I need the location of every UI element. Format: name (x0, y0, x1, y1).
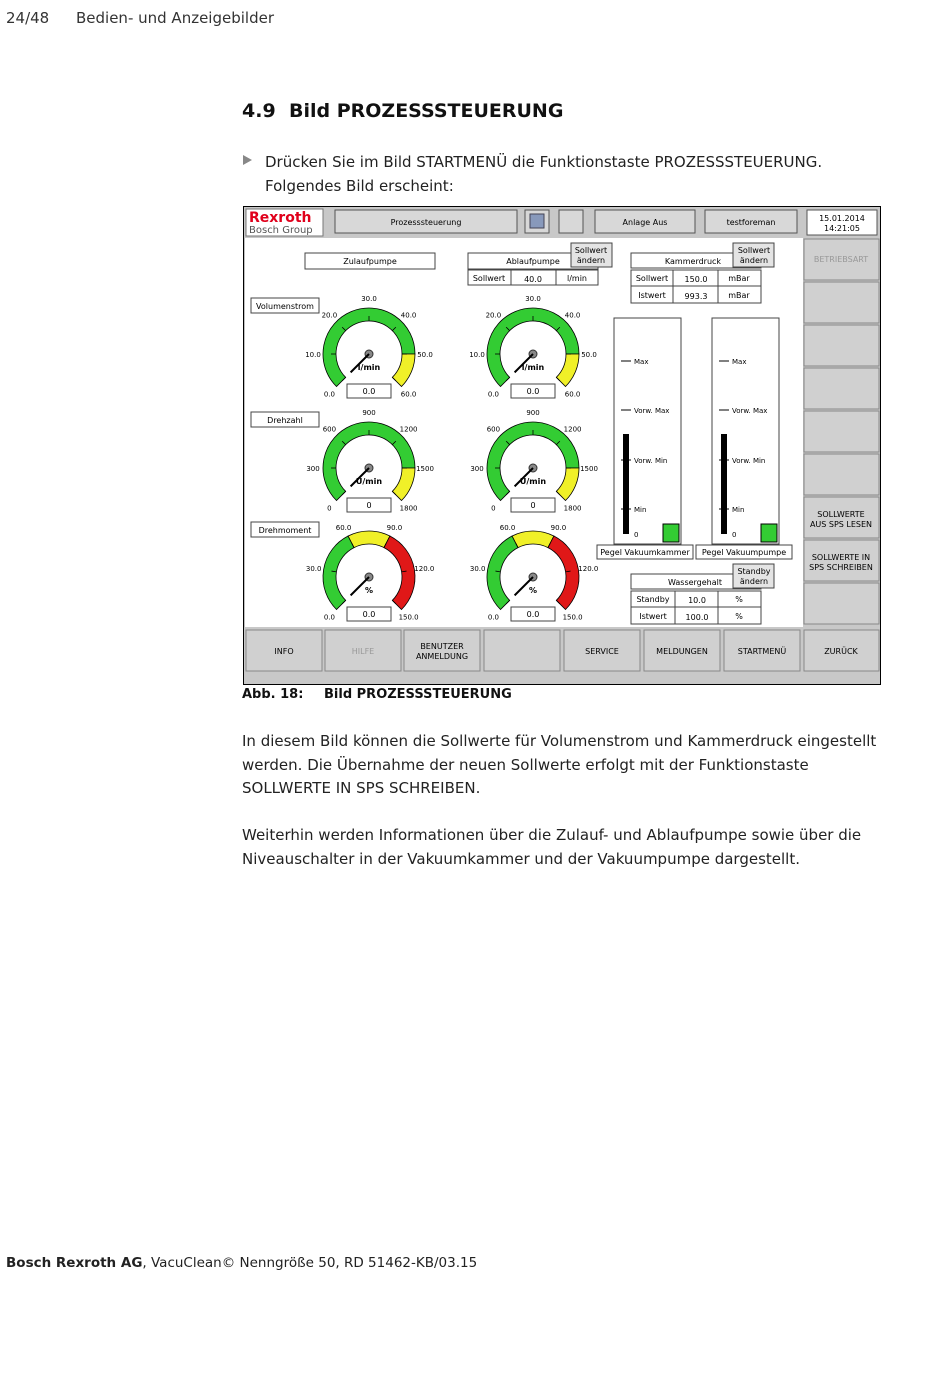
sollwerte-lesen-label-1: SOLLWERTE (817, 510, 865, 519)
ablauf-torque-tick-label-2: 60.0 (499, 524, 516, 533)
ablauf-torque-tick-label-1: 30.0 (469, 565, 486, 574)
ablauf-rpm-tick-label-3: 900 (526, 409, 540, 417)
ablauf-rpm-tick-label-6: 1800 (563, 504, 582, 513)
section-title (242, 100, 563, 122)
sollwerte-schreiben-label-1: SOLLWERTE IN (811, 553, 871, 562)
pegel-vakuumkammer-label: Pegel Vakuumkammer (600, 548, 690, 557)
ablauf-torque-tick-label-4: 120.0 (578, 565, 599, 574)
vk-level-bar (623, 434, 629, 534)
empty-bottom-button[interactable] (484, 630, 560, 671)
ablaufpumpe-label: Ablaufpumpe (506, 257, 560, 266)
benutzer-label-1: BENUTZER (420, 642, 464, 651)
kammerdruck-sollwert-value[interactable]: 150.0 (684, 275, 708, 284)
vp-vorw-max: Vorw. Max (732, 407, 768, 415)
user-name: testforeman (726, 218, 776, 227)
sollwerte-lesen-label-2: AUS SPS LESEN (809, 520, 873, 529)
bullet-triangle-icon (243, 155, 252, 165)
zulauf-rpm-tick-label-1: 300 (306, 465, 320, 473)
kammerdruck-istwert-unit: mBar (728, 291, 750, 300)
zulauf-vol-tick-label-6: 60.0 (400, 390, 417, 399)
kammerdruck-istwert-value: 993.3 (684, 292, 708, 301)
ablauf-vol-tick-label-2: 20.0 (485, 311, 502, 320)
hilfe-label: HILFE (351, 647, 375, 656)
benutzer-label-2: ANMELDUNG (415, 652, 469, 661)
zulauf-rpm-tick-label-2: 600 (322, 425, 337, 434)
zulauf-torque-tick-label-5: 150.0 (398, 613, 419, 622)
wassergehalt-standby-label: Standby (636, 595, 670, 604)
section-number: 4.9 (242, 100, 276, 122)
zulauf-vol-unit: l/min (357, 363, 381, 372)
para1-line3: SOLLWERTE IN SPS SCHREIBEN. (242, 779, 481, 797)
kammerdruck-sollwert-unit: mBar (728, 274, 750, 283)
ablauf-vol-unit: l/min (521, 363, 545, 372)
side-button-4[interactable] (804, 368, 879, 409)
vk-vorw-min: Vorw. Min (634, 457, 668, 465)
ablauf-vol-tick-label-3: 30.0 (525, 295, 541, 303)
vk-switch-icon (663, 524, 679, 542)
kammerdruck-sollwert-label: Sollwert (635, 274, 669, 283)
side-button-2[interactable] (804, 282, 879, 323)
zurueck-label: ZURÜCK (824, 647, 858, 656)
ablauf-rpm-tick-label-0: 0 (491, 504, 496, 513)
ablauf-vol-tick-label-4: 40.0 (564, 311, 581, 320)
kammerdruck-istwert-label: Istwert (638, 291, 666, 300)
vk-zero: 0 (634, 531, 639, 539)
ablauf-torque-tick-label-0: 0.0 (487, 613, 499, 622)
vp-max: Max (732, 358, 747, 366)
zulauf-torque-tick-label-1: 30.0 (305, 565, 322, 574)
sollwerte-schreiben-label-2: SPS SCHREIBEN (809, 563, 873, 572)
page-header (6, 9, 274, 27)
vp-vorw-min: Vorw. Min (732, 457, 766, 465)
standby-btn-l1: Standby (737, 567, 771, 576)
ablauf-vol-value: 0.0 (526, 387, 540, 396)
kammer-sollwert-btn-l1: Sollwert (737, 246, 771, 255)
zulauf-vol-tick-label-2: 20.0 (321, 311, 338, 320)
zulauf-torque-tick-label-4: 120.0 (414, 565, 435, 574)
vk-max: Max (634, 358, 649, 366)
ablauf-rpm-tick-label-2: 600 (486, 425, 501, 434)
zulauf-rpm-tick-label-5: 1500 (416, 465, 434, 473)
ablauf-vol-tick-label-6: 60.0 (564, 390, 581, 399)
betriebsart-label: BETRIEBSART (813, 255, 869, 264)
kammerdruck-label: Kammerdruck (664, 257, 722, 266)
meldungen-label: MELDUNGEN (656, 647, 708, 656)
wassergehalt-istwert-unit: % (735, 612, 743, 621)
figure-caption (242, 687, 512, 702)
ablauf-sollwert-unit: l/min (566, 274, 588, 283)
caption-text: Bild PROZESSSTEUERUNG (324, 687, 512, 702)
ablauf-vol-tick-label-5: 50.0 (581, 351, 597, 359)
side-button-9[interactable] (804, 583, 879, 624)
zulauf-rpm-tick-label-3: 900 (362, 409, 376, 417)
wassergehalt-istwert-value: 100.0 (685, 613, 709, 622)
instruction-line-1: Drücken Sie im Bild STARTMENÜ die Funktionstaste PROZESSSTEUERUNG. (265, 153, 823, 171)
page-footer (6, 1255, 477, 1271)
zulauf-vol-tick-label-5: 50.0 (417, 351, 433, 359)
wassergehalt-istwert-label: Istwert (639, 612, 667, 621)
ablauf-rpm-unit: U/min (519, 477, 547, 486)
standby-btn-l2: ändern (739, 577, 769, 586)
volumenstrom-label: Volumenstrom (256, 302, 314, 311)
vp-level-bar (721, 434, 727, 534)
caption-label: Abb. 18: (242, 687, 304, 702)
zulauf-rpm-tick-label-4: 1200 (399, 425, 418, 434)
wassergehalt-label: Wassergehalt (667, 578, 723, 587)
logo-brand: Rexroth (249, 210, 312, 226)
zulauf-rpm-value: 0 (366, 501, 372, 510)
time-readout: 14:21:05 (824, 224, 860, 233)
kammer-sollwert-btn-l2: ändern (739, 256, 769, 265)
vp-zero: 0 (732, 531, 737, 539)
vk-vorw-max: Vorw. Max (634, 407, 670, 415)
para1-line2: werden. Die Übernahme der neuen Sollwerte erfolgt mit der Funktionstaste (242, 755, 809, 774)
ablauf-torque-unit: % (528, 586, 538, 595)
ablauf-torque-tick-label-5: 150.0 (562, 613, 583, 622)
ablauf-torque-value: 0.0 (526, 610, 540, 619)
paragraph-2 (242, 824, 892, 871)
cube-icon (530, 214, 544, 228)
drehmoment-label: Drehmoment (258, 526, 312, 535)
para2-line2: Niveauschalter in der Vakuumkammer und der Vakuumpumpe dargestellt. (242, 849, 800, 868)
info-label: INFO (274, 647, 294, 656)
plant-status: Anlage Aus (622, 218, 668, 227)
zulauf-vol-tick-label-1: 10.0 (305, 351, 321, 359)
vk-min: Min (634, 506, 647, 514)
hmi-screenshot (243, 206, 881, 685)
zulauf-torque-tick-label-2: 60.0 (335, 524, 352, 533)
screen-title: Prozesssteuerung (390, 218, 462, 227)
drehzahl-label: Drehzahl (267, 416, 303, 425)
ablauf-sollwert-btn-l2: ändern (576, 256, 606, 265)
wassergehalt-standby-value[interactable]: 10.0 (688, 596, 706, 605)
zulaufpumpe-label: Zulaufpumpe (343, 257, 397, 266)
footer-company: Bosch Rexroth AG (6, 1255, 143, 1271)
instruction-line-2: Folgendes Bild erscheint: (265, 177, 454, 195)
vp-switch-icon (761, 524, 777, 542)
pegel-vakuumpumpe-label: Pegel Vakuumpumpe (701, 548, 787, 557)
zulauf-vol-tick-label-0: 0.0 (323, 390, 335, 399)
side-button-6[interactable] (804, 454, 879, 495)
zulauf-vol-tick-label-3: 30.0 (361, 295, 377, 303)
page-number: 24/48 (6, 9, 50, 27)
wassergehalt-standby-unit: % (735, 595, 743, 604)
footer-rest: , VacuClean© Nenngröße 50, RD 51462-KB/03.15 (142, 1255, 478, 1271)
vp-min: Min (732, 506, 745, 514)
paragraph-1 (242, 730, 892, 801)
ablauf-vol-tick-label-1: 10.0 (469, 351, 485, 359)
zulauf-torque-value: 0.0 (362, 610, 376, 619)
para1-line1: In diesem Bild können die Sollwerte für Volumenstrom und Kammerdruck eingestellt (242, 732, 877, 750)
ablauf-rpm-tick-label-5: 1500 (580, 465, 598, 473)
date-readout: 15.01.2014 (819, 214, 865, 223)
ablauf-rpm-tick-label-4: 1200 (563, 425, 582, 434)
ablauf-rpm-value: 0 (530, 501, 536, 510)
bottom-button-row (244, 627, 880, 684)
ablauf-torque-tick-label-3: 90.0 (550, 524, 567, 533)
side-button-column (803, 238, 880, 627)
zulauf-torque-unit: % (364, 586, 374, 595)
startmenue-label: STARTMENÜ (737, 647, 787, 656)
ablauf-sollwert-value[interactable]: 40.0 (524, 275, 542, 284)
zulauf-rpm-unit: U/min (355, 477, 383, 486)
zulauf-rpm-tick-label-0: 0 (327, 504, 332, 513)
zulauf-rpm-tick-label-6: 1800 (399, 504, 418, 513)
ablauf-sollwert-btn-l1: Sollwert (574, 246, 608, 255)
logo-sub: Bosch Group (249, 225, 313, 236)
zulauf-torque-tick-label-3: 90.0 (386, 524, 403, 533)
ablauf-vol-tick-label-0: 0.0 (487, 390, 499, 399)
instruction (243, 150, 883, 198)
section-heading: Bild PROZESSSTEUERUNG (289, 100, 564, 122)
service-label: SERVICE (585, 647, 619, 656)
empty-top-box (559, 210, 583, 233)
ablauf-rpm-tick-label-1: 300 (470, 465, 484, 473)
ablauf-sollwert-label: Sollwert (472, 274, 506, 283)
side-button-3[interactable] (804, 325, 879, 366)
zulauf-torque-tick-label-0: 0.0 (323, 613, 335, 622)
zulauf-vol-value: 0.0 (362, 387, 376, 396)
zulauf-vol-tick-label-4: 40.0 (400, 311, 417, 320)
chapter-title: Bedien- und Anzeigebilder (76, 9, 274, 27)
para2-line1: Weiterhin werden Informationen über die Zulauf- und Ablaufpumpe sowie über die (242, 826, 862, 844)
side-button-5[interactable] (804, 411, 879, 452)
